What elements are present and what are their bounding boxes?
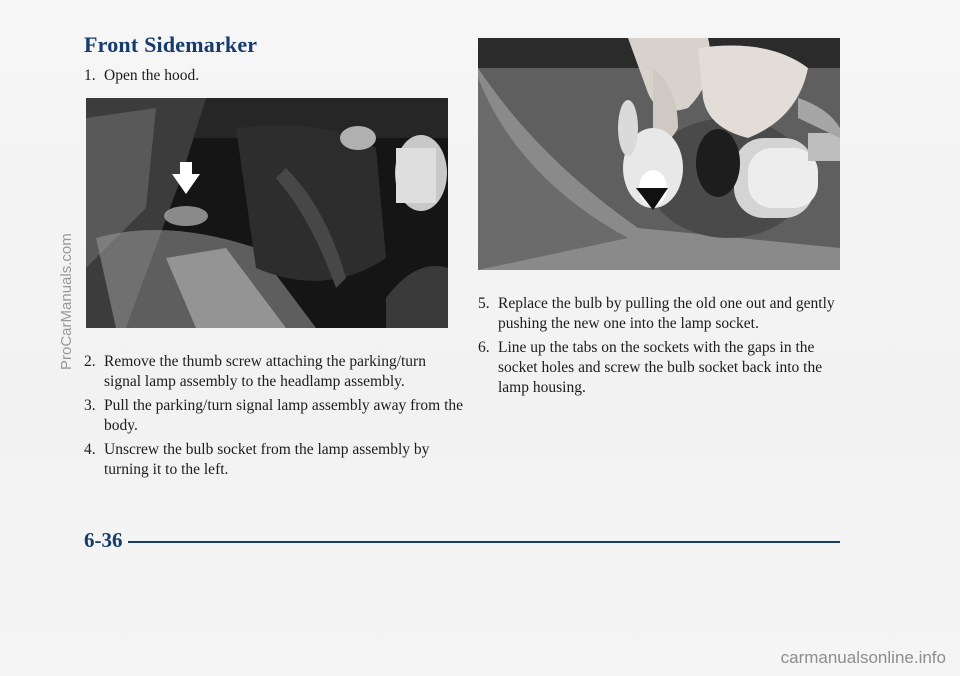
step-3 [84,396,464,436]
bottom-watermark: carmanualsonline.info [780,648,946,667]
step-text: Unscrew the bulb socket from the lamp assembly by turning it to the left. [104,441,430,478]
footer-divider [128,541,840,543]
step-text: Remove the thumb screw attaching the parking/turn signal lamp assembly to the headlamp assembly. [104,353,426,390]
step-number: 1. [84,67,96,84]
page-number: 6-36 [84,528,123,552]
step-text: Line up the tabs on the sockets with the gaps in the socket holes and screw the bulb socket back into the lamp housing. [498,339,823,396]
section-title: Front Sidemarker [84,32,258,57]
step-number: 4. [84,441,96,458]
step-text: Open the hood. [104,67,200,84]
side-watermark: ProCarManuals.com [58,233,75,370]
step-number: 6. [478,339,490,356]
step-6 [478,338,848,398]
step-text: Replace the bulb by pulling the old one out and gently pushing the new one into the lamp socket. [498,295,835,332]
step-2 [84,352,464,392]
photo-headlamp-assembly [86,98,448,328]
step-number: 3. [84,397,96,414]
step-number: 2. [84,353,96,370]
photo-bulb-socket [478,38,840,270]
step-5 [478,294,848,334]
step-text: Pull the parking/turn signal lamp assembly away from the body. [104,397,464,434]
step-number: 5. [478,295,490,312]
step-4 [84,440,464,480]
